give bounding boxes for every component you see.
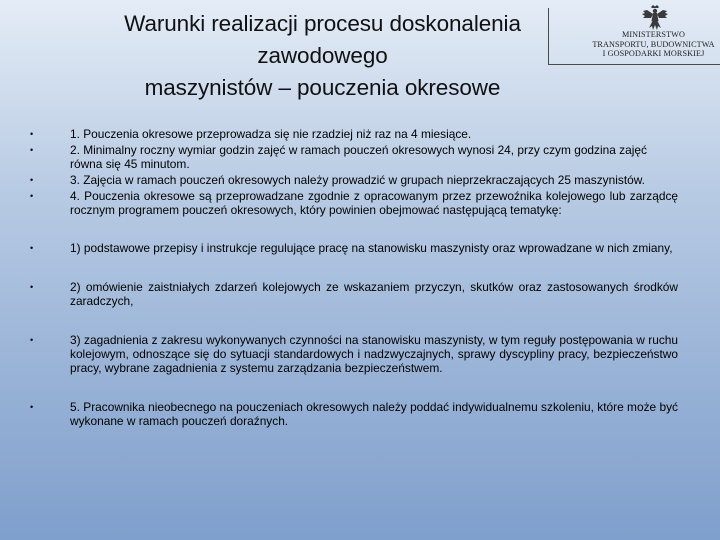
list-item-text: 2) omówienie zaistniałych zdarzeń kolejowych ze wskazaniem przyczyn, skutków oraz zastosowanych środków zaradczych, [70, 280, 678, 308]
list-item [30, 333, 678, 375]
list-item [30, 189, 678, 217]
list-item [30, 280, 678, 308]
polish-eagle-emblem-icon [640, 4, 670, 32]
ministry-name [587, 30, 720, 59]
ministry-line-3: I GOSPODARKI MORSKIEJ [602, 49, 705, 59]
bullet-icon: • [30, 282, 34, 292]
list-item-text: 2. Minimalny roczny wymiar godzin zajęć w ramach pouczeń okresowych wynosi 24, przy czym godzina zajęć równa się 45 minutom. [70, 143, 647, 171]
list-item [30, 173, 678, 187]
list-item-text: 3. Zajęcia w ramach pouczeń okresowych należy prowadzić w grupach nieprzekraczających 25 maszynistów. [70, 173, 645, 187]
bullet-icon: • [30, 175, 34, 185]
list-item-text: 4. Pouczenia okresowe są przeprowadzane zgodnie z opracowanym przez przewoźnika kolejowego lub zarządcę rocznym programem pouczeń okresowych, który powinien obejmować następującą tematykę: [70, 189, 678, 217]
page-title [60, 8, 585, 104]
list-item-text: 3) zagadnienia z zakresu wykonywanych czynności na stanowisku maszynisty, w tym reguły postępowania w ruchu kolejowym, odnoszące się do sytuacji standardowych i nadzwyczajnych, sprawy dyscypliny pracy, bezpieczeństwo pracy, wybrane zagadnienia z systemu zarządzania bezpieczeństwem. [70, 333, 678, 375]
bullet-icon: • [30, 335, 34, 345]
bullet-icon: • [30, 191, 34, 201]
ministry-line-1: MINISTERSTWO [621, 30, 686, 39]
bullet-icon: • [30, 129, 34, 139]
bullet-list [30, 127, 678, 428]
ministry-line-2: TRANSPORTU, BUDOWNICTWA [592, 39, 715, 49]
list-item-text: 5. Pracownika nieobecnego na pouczeniach okresowych należy poddać indywidualnemu szkoleniu, które może być wykonane w ramach pouczeń doraźnych. [70, 400, 678, 428]
list-item [30, 143, 678, 171]
title-line-1: Warunki realizacji procesu doskonalenia zawodowego [124, 11, 521, 68]
bullet-icon: • [30, 402, 34, 412]
header-divider-horizontal [548, 64, 720, 65]
list-item-text: 1) podstawowe przepisy i instrukcje regulujące pracę na stanowisku maszynisty oraz wprowadzane w nich zmiany, [70, 241, 673, 255]
list-item [30, 241, 678, 255]
list-item [30, 400, 678, 428]
header-divider-vertical [548, 8, 549, 64]
bullet-icon: • [30, 243, 34, 253]
list-item [30, 127, 678, 141]
title-line-2: maszynistów – pouczenia okresowe [144, 75, 501, 100]
bullet-icon: • [30, 145, 34, 155]
list-item-text: 1. Pouczenia okresowe przeprowadza się nie rzadziej niż raz na 4 miesiące. [70, 127, 472, 141]
